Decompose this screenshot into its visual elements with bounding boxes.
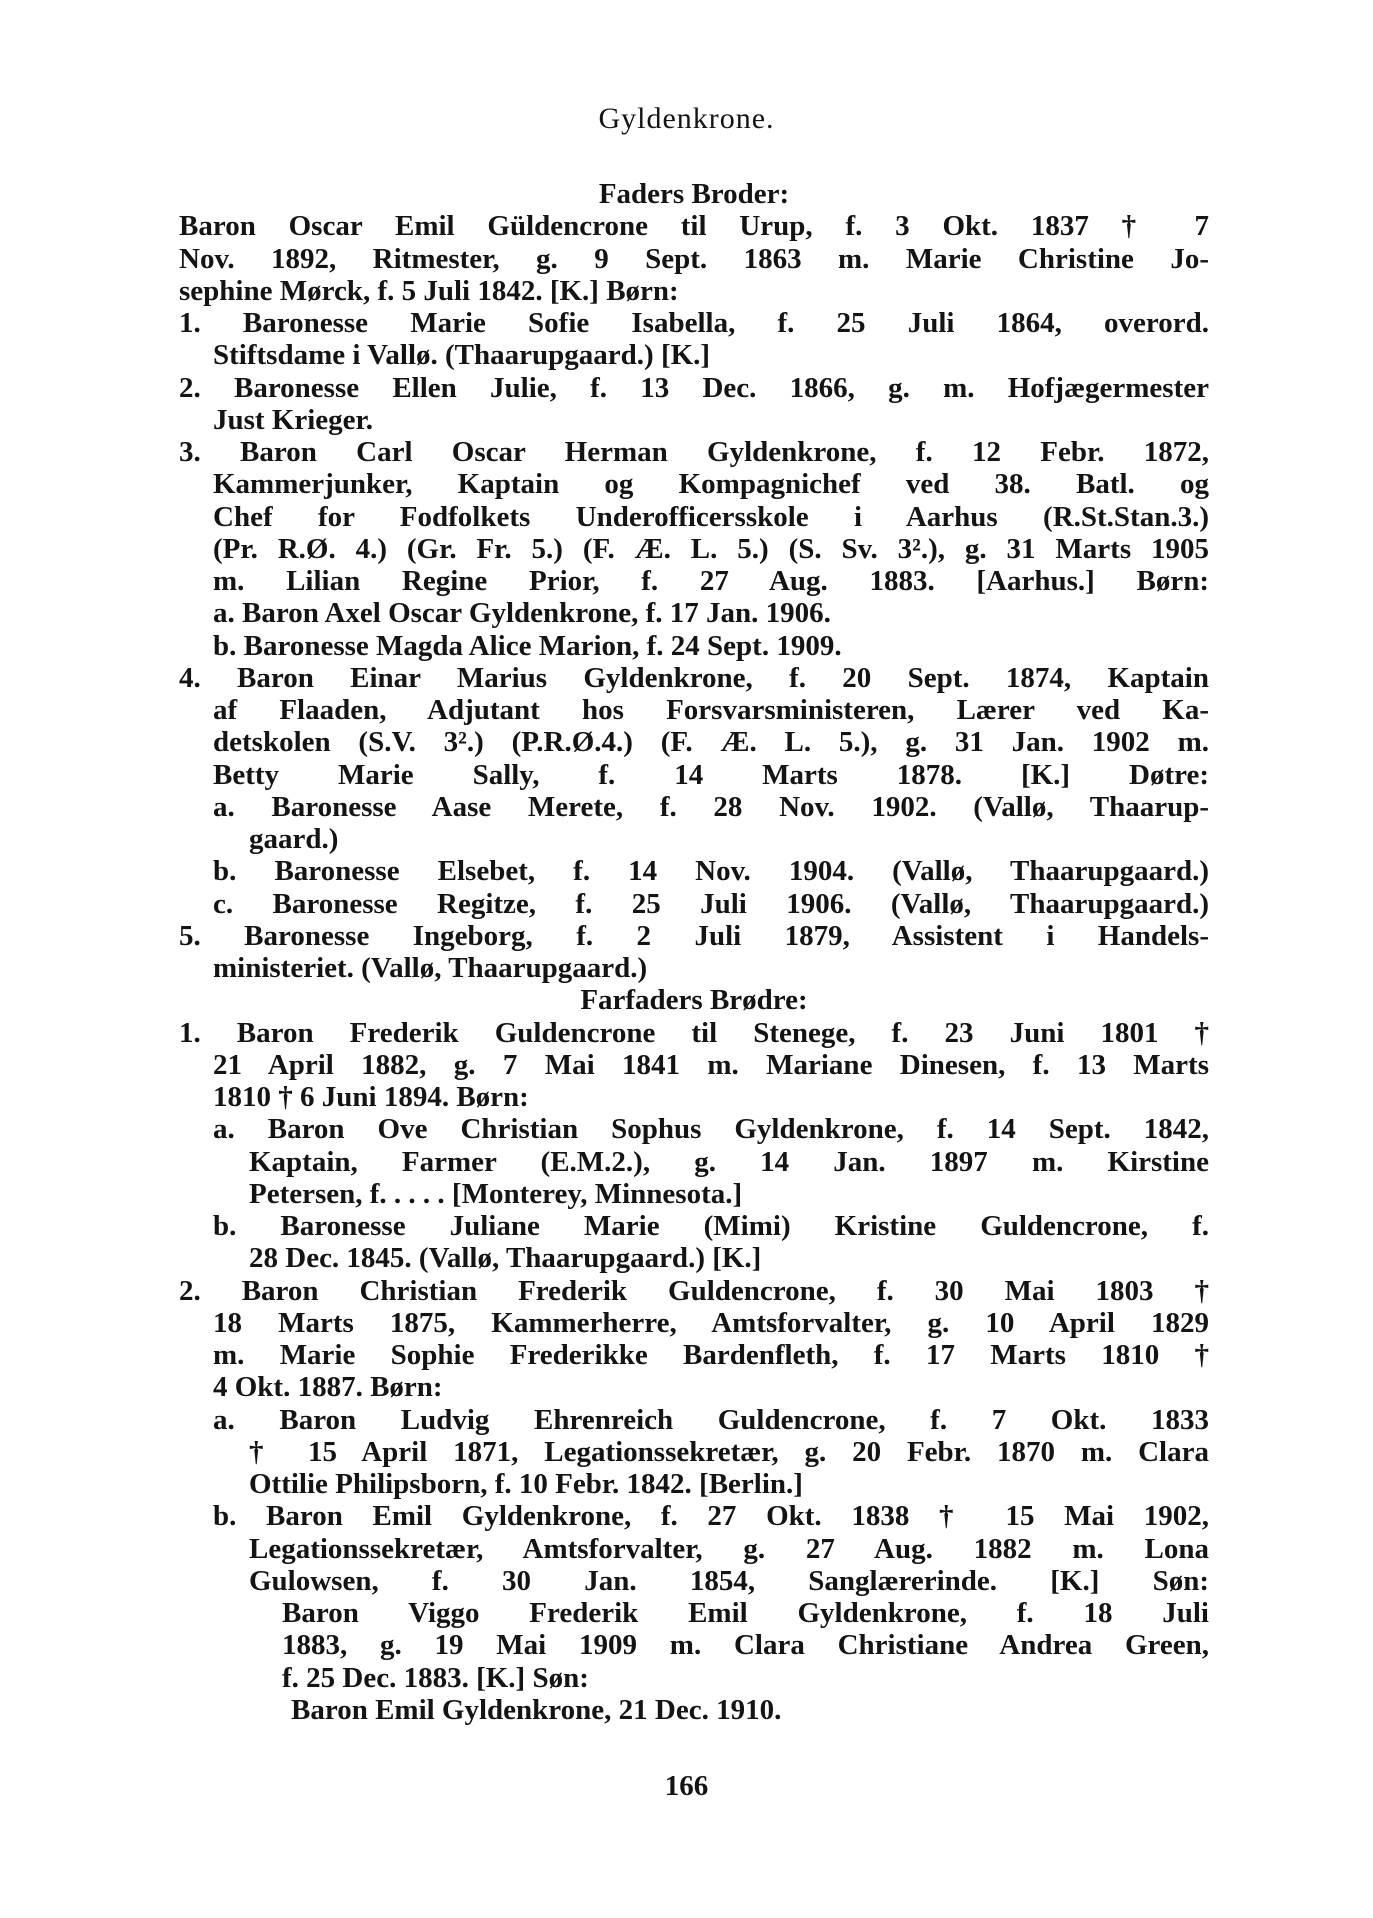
text-line: a. Baronesse Aase Merete, f. 28 Nov. 1902. (Vallø, Thaarup- bbox=[213, 790, 1209, 823]
text-line: 3. Baron Carl Oscar Herman Gyldenkrone, f. 12 Febr. 1872, bbox=[179, 436, 1209, 468]
text-line: Baron Emil Gyldenkrone, 21 Dec. 1910. bbox=[291, 1693, 782, 1726]
text-line: detskolen (S.V. 3².) (P.R.Ø.4.) (F. Æ. L. 5.), g. 31 Jan. 1902 m. bbox=[213, 726, 1209, 759]
text-line: a. Baron Ludvig Ehrenreich Guldencrone, f. 7 Okt. 1833 bbox=[213, 1403, 1209, 1436]
text-line: 1883, g. 19 Mai 1909 m. Clara Christiane Andrea Green, bbox=[282, 1629, 1209, 1662]
section-heading: Faders Broder: bbox=[598, 178, 790, 210]
text-line: b. Baronesse Elsebet, f. 14 Nov. 1904. (Vallø, Thaarupgaard.) bbox=[213, 855, 1209, 888]
text-line: 4. Baron Einar Marius Gyldenkrone, f. 20 Sept. 1874, Kaptain bbox=[179, 661, 1209, 694]
text-line: ministeriet. (Vallø, Thaarupgaard.) bbox=[213, 952, 648, 984]
text-line: b. Baronesse Juliane Marie (Mimi) Kristine Guldencrone, f. bbox=[213, 1210, 1209, 1242]
text-line: gaard.) bbox=[249, 823, 339, 855]
text-line: Baron Viggo Frederik Emil Gyldenkrone, f. 18 Juli bbox=[282, 1597, 1209, 1629]
text-line: m. Marie Sophie Frederikke Bardenfleth, f. 17 Marts 1810 † bbox=[213, 1339, 1209, 1371]
page-number: 166 bbox=[664, 1770, 709, 1802]
section-heading: Farfaders Brødre: bbox=[580, 984, 808, 1017]
text-line: Kammerjunker, Kaptain og Kompagnichef ved 38. Batl. og bbox=[213, 468, 1209, 501]
text-line: 5. Baronesse Ingeborg, f. 2 Juli 1879, Assistent i Handels- bbox=[179, 919, 1209, 952]
text-line: 4 Okt. 1887. Børn: bbox=[213, 1371, 443, 1404]
text-line: Nov. 1892, Ritmester, g. 9 Sept. 1863 m. Marie Christine Jo- bbox=[179, 242, 1209, 275]
text-line: c. Baronesse Regitze, f. 25 Juli 1906. (Vallø, Thaarupgaard.) bbox=[213, 887, 1209, 920]
text-line: 1. Baron Frederik Guldencrone til Stenege, f. 23 Juni 1801 † bbox=[179, 1016, 1209, 1049]
text-line: Legationssekretær, Amtsforvalter, g. 27 Aug. 1882 m. Lona bbox=[249, 1532, 1209, 1565]
text-line: 1810 † 6 Juni 1894. Børn: bbox=[213, 1081, 529, 1113]
text-line: Ottilie Philipsborn, f. 10 Febr. 1842. [Berlin.] bbox=[249, 1468, 803, 1500]
text-line: Kaptain, Farmer (E.M.2.), g. 14 Jan. 1897 m. Kirstine bbox=[249, 1145, 1209, 1178]
text-line: Just Krieger. bbox=[213, 403, 374, 436]
genealogy-text bbox=[179, 178, 1209, 1726]
text-line: Betty Marie Sally, f. 14 Marts 1878. [K.] Døtre: bbox=[213, 758, 1209, 791]
text-line: 1. Baronesse Marie Sofie Isabella, f. 25 Juli 1864, overord. bbox=[179, 307, 1209, 339]
text-line: f. 25 Dec. 1883. [K.] Søn: bbox=[282, 1661, 589, 1694]
text-line: 28 Dec. 1845. (Vallø, Thaarupgaard.) [K.] bbox=[249, 1242, 762, 1275]
text-line: Petersen, f. . . . . [Monterey, Minnesota.] bbox=[249, 1177, 743, 1210]
text-line: Baron Oscar Emil Güldencrone til Urup, f. 3 Okt. 1837 † 7 bbox=[179, 210, 1209, 243]
text-line: † 15 April 1871, Legationssekretær, g. 20 Febr. 1870 m. Clara bbox=[249, 1435, 1209, 1468]
text-line: Gulowsen, f. 30 Jan. 1854, Sanglærerinde. [K.] Søn: bbox=[249, 1564, 1209, 1597]
text-line: a. Baron Axel Oscar Gyldenkrone, f. 17 Jan. 1906. bbox=[213, 597, 831, 630]
text-line: b. Baronesse Magda Alice Marion, f. 24 Sept. 1909. bbox=[213, 629, 842, 662]
text-line: Chef for Fodfolkets Underofficersskole i Aarhus (R.St.Stan.3.) bbox=[213, 500, 1209, 533]
text-line: 18 Marts 1875, Kammerherre, Amtsforvalter, g. 10 April 1829 bbox=[213, 1306, 1209, 1339]
running-header: Gyldenkrone. bbox=[598, 102, 775, 135]
text-line: b. Baron Emil Gyldenkrone, f. 27 Okt. 1838 † 15 Mai 1902, bbox=[213, 1500, 1209, 1533]
text-line: 21 April 1882, g. 7 Mai 1841 m. Mariane Dinesen, f. 13 Marts bbox=[213, 1048, 1209, 1081]
text-line: m. Lilian Regine Prior, f. 27 Aug. 1883. [Aarhus.] Børn: bbox=[213, 565, 1209, 597]
text-line: a. Baron Ove Christian Sophus Gyldenkrone, f. 14 Sept. 1842, bbox=[213, 1113, 1209, 1146]
text-line: (Pr. R.Ø. 4.) (Gr. Fr. 5.) (F. Æ. L. 5.) (S. Sv. 3².), g. 31 Marts 1905 bbox=[213, 532, 1209, 565]
text-line: af Flaaden, Adjutant hos Forsvarsministeren, Lærer ved Ka- bbox=[213, 694, 1209, 726]
text-line: sephine Mørck, f. 5 Juli 1842. [K.] Børn: bbox=[179, 274, 679, 307]
text-line: 2. Baron Christian Frederik Guldencrone, f. 30 Mai 1803 † bbox=[179, 1274, 1209, 1307]
text-line: Stiftsdame i Vallø. (Thaarupgaard.) [K.] bbox=[213, 339, 711, 372]
text-line: 2. Baronesse Ellen Julie, f. 13 Dec. 1866, g. m. Hofjægermester bbox=[179, 371, 1209, 404]
